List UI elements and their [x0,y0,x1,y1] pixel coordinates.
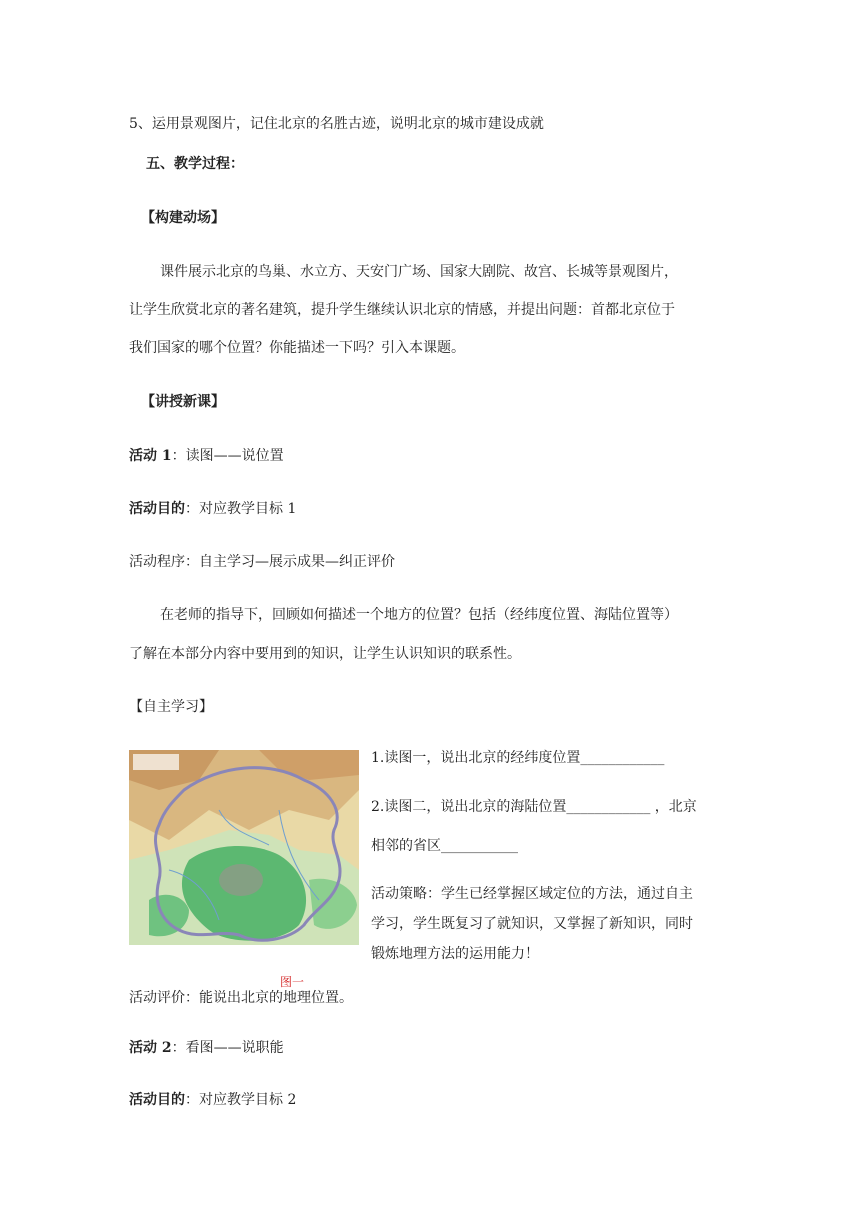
activity-evaluation: 活动评价：能说出北京的地理位置。 [129,990,353,1006]
intro-line-3: 我们国家的哪个位置？你能描述一下吗？引入本课题。 [129,340,465,356]
guide-line-2: 了解在本部分内容中要用到的知识，让学生认识知识的联系性。 [129,646,521,662]
figure-caption: 图一 [280,975,305,989]
goal-1-text: ：对应教学目标 1 [185,501,297,517]
activity-1-text: ：读图——说位置 [171,448,284,464]
heading-new-lesson: 【讲授新课】 [141,394,225,410]
heading-self-study: 【自主学习】 [129,699,213,715]
question-2-line-1: 2.读图二，说出北京的海陆位置____________ ，北京 [371,799,697,815]
beijing-map-image [129,750,359,945]
strategy-line-2: 学习，学生既复习了就知识，又掌握了新知识，同时 [371,916,693,932]
section-title: 五、教学过程： [146,156,244,172]
heading-build-scene: 【构建动场】 [141,210,225,226]
activity-2 [129,1038,284,1058]
intro-line-2: 让学生欣赏北京的著名建筑，提升学生继续认识北京的情感，并提出问题：首都北京位于 [129,302,675,318]
guide-line-1: 在老师的指导下，回顾如何描述一个地方的位置？包括（经纬度位置、海陆位置等） [160,607,678,623]
objective-5: 5、运用景观图片，记住北京的名胜古迹，说明北京的城市建设成就 [129,116,544,132]
question-2-line-2: 相邻的省区___________ [371,838,518,854]
strategy-line-3: 锻炼地理方法的运用能力！ [371,946,539,962]
strategy-line-1: 活动策略：学生已经掌握区域定位的方法，通过自主 [371,886,693,902]
activity-1 [129,446,284,466]
activity-1-label: 活动 1 [129,448,172,464]
map-graphic [129,750,359,945]
activity-2-label: 活动 2 [129,1040,172,1056]
goal-1-label: 活动目的 [129,501,185,517]
activity-1-goal [129,499,296,519]
activity-procedure: 活动程序：自主学习—展示成果—纠正评价 [129,554,395,570]
goal-2-label: 活动目的 [129,1092,185,1108]
activity-2-goal [129,1090,296,1110]
activity-2-text: ：看图——说职能 [171,1040,284,1056]
question-1: 1.读图一，说出北京的经纬度位置____________ [371,750,665,766]
goal-2-text: ：对应教学目标 2 [185,1092,297,1108]
intro-line-1: 课件展示北京的鸟巢、水立方、天安门广场、国家大剧院、故宫、长城等景观图片， [160,264,678,280]
